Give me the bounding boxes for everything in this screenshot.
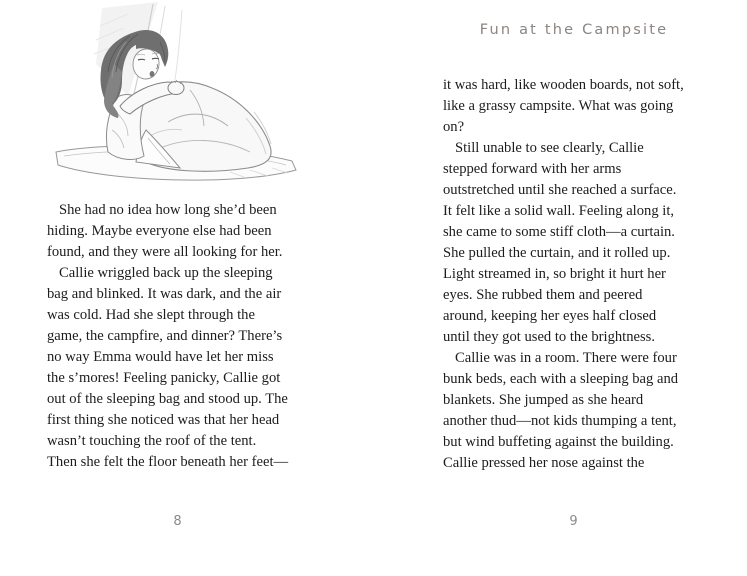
girl-mouth: [150, 71, 155, 77]
text-line: like a grassy campsite. What was going: [443, 98, 674, 114]
text-line: but wind buffeting against the building.: [443, 434, 674, 450]
text-line: out of the sleeping bag and stood up. The: [47, 391, 288, 407]
text-line: it was hard, like wooden boards, not soft,: [443, 77, 684, 93]
text-line: Callie was in a room. There were four: [455, 350, 677, 366]
text-line: She had no idea how long she’d been: [59, 202, 277, 218]
text-line: Then she felt the floor beneath her feet—: [47, 454, 289, 470]
text-line: outstretched until she reached a surface.: [443, 182, 677, 198]
text-line: the s’mores! Feeling panicky, Callie got: [47, 370, 281, 386]
text-line: was cold. Had she slept through the: [47, 307, 255, 323]
text-line: hiding. Maybe everyone else had been: [47, 223, 272, 239]
text-line: stepped forward with her arms: [443, 161, 622, 177]
text-line: She pulled the curtain, and it rolled up.: [443, 245, 671, 261]
right-page-body-text: [443, 75, 723, 474]
right-page-number: 9: [569, 514, 579, 529]
girl-sleeping-bag-illustration: [40, 2, 332, 204]
text-line: another thud—not kids thumping a tent,: [443, 413, 677, 429]
text-line: bag and blinked. It was dark, and the air: [47, 286, 282, 302]
text-line: around, keeping her eyes half closed: [443, 308, 657, 324]
text-line: no way Emma would have let her miss: [47, 349, 274, 365]
text-line: Still unable to see clearly, Callie: [455, 140, 644, 156]
text-line: Light streamed in, so bright it hurt her: [443, 266, 666, 282]
girl-left-eye: [138, 59, 145, 60]
running-head: Fun at the Campsite: [479, 22, 669, 38]
text-line: eyes. She rubbed them and peered: [443, 287, 643, 303]
text-line: first thing she noticed was that her head: [47, 412, 280, 428]
text-line: game, the campfire, and dinner? There’s: [47, 328, 283, 344]
left-page-number: 8: [173, 514, 183, 529]
text-line: Callie pressed her nose against the: [443, 455, 645, 471]
text-line: she came to some stiff cloth—a curtain.: [443, 224, 675, 240]
text-line: It felt like a solid wall. Feeling along it,: [443, 203, 675, 219]
text-line: blankets. She jumped as she heard: [443, 392, 644, 408]
text-line: Callie wriggled back up the sleeping: [59, 265, 273, 281]
text-line: bunk beds, each with a sleeping bag and: [443, 371, 679, 387]
text-line: found, and they were all looking for her.: [47, 244, 283, 260]
text-line: until they got used to the brightness.: [443, 329, 655, 345]
left-page-body-text: [47, 200, 327, 473]
girl-right-eye: [152, 58, 159, 59]
text-line: on?: [443, 119, 465, 135]
text-line: wasn’t touching the roof of the tent.: [47, 433, 257, 449]
